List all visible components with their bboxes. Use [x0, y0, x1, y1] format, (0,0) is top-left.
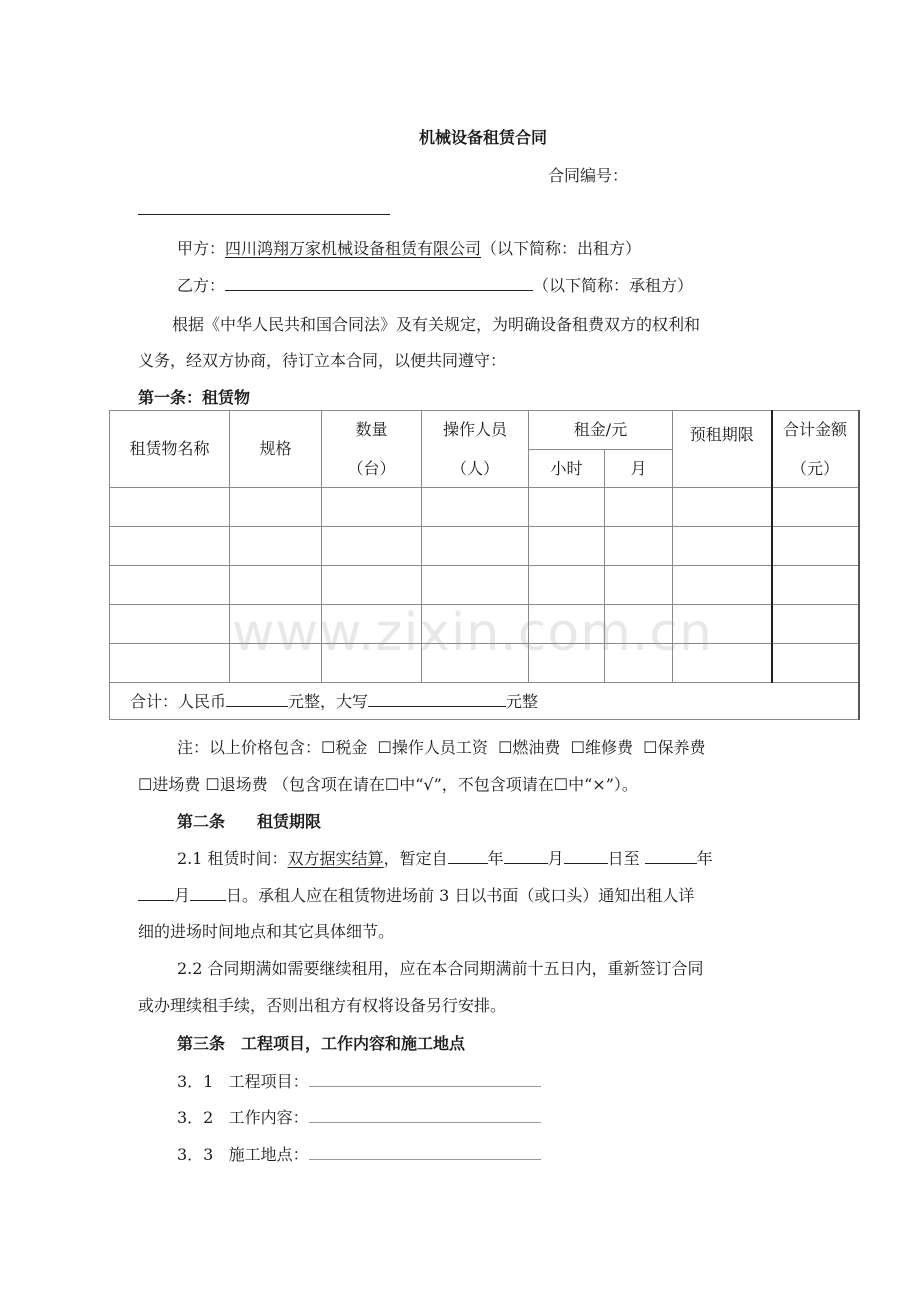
party-b-suffix: （以下简称：承租方）	[533, 276, 694, 295]
checkbox-tax[interactable]: ☐税金	[321, 738, 368, 757]
end-month-blank	[138, 884, 174, 901]
watermark: www.zixin.com.cn	[232, 603, 713, 663]
header-hour: 小时	[529, 450, 605, 488]
sum-mid: 元整，大写	[288, 692, 369, 712]
header-quantity-unit: （台）	[347, 458, 396, 478]
settlement-text: 双方据实结算	[287, 849, 384, 868]
party-b-line	[177, 273, 693, 296]
project-blank	[309, 1070, 541, 1087]
header-total-unit: （元）	[790, 458, 839, 478]
rental-time-label: 2.1 租赁时间：	[177, 849, 288, 868]
header-operator	[422, 411, 529, 488]
party-a-line	[177, 236, 641, 259]
month-label: 月	[547, 849, 564, 868]
article-2-p2-line-2: 或办理续租手续，否则出租方有权将设备另行安排。	[138, 996, 507, 1015]
checkbox-repair[interactable]: ☐维修费	[570, 738, 633, 757]
header-operator-label: 操作人员	[442, 420, 507, 440]
item-number: 3．1	[177, 1072, 214, 1091]
sum-words-blank	[368, 690, 506, 707]
article-3-item	[177, 1069, 541, 1092]
header-period: 预租期限	[673, 411, 772, 488]
contract-number-line	[138, 214, 390, 215]
party-a-name: 四川鸿翔万家机械设备租赁有限公司	[225, 239, 482, 258]
work-content-label: 工作内容：	[228, 1108, 309, 1127]
sum-cell	[110, 683, 859, 720]
party-a-label: 甲方：	[177, 239, 226, 258]
article-2-p1-line-3: 细的进场时间地点和其它具体细节。	[138, 922, 395, 941]
table-row	[110, 527, 859, 566]
tentative-text: ，暂定自	[383, 849, 448, 868]
article-3-item	[177, 1105, 541, 1128]
item-number: 3．3	[177, 1145, 214, 1164]
intro-line-1: 根据《中华人民共和国合同法》及有关规定，为明确设备租费双方的权利和	[172, 315, 701, 334]
checkbox-fuel[interactable]: ☐燃油费	[498, 738, 561, 757]
checkbox-maintenance[interactable]: ☐保养费	[643, 738, 706, 757]
day-to-label: 日至	[607, 849, 640, 868]
header-quantity	[322, 411, 422, 488]
start-year-blank	[448, 847, 488, 864]
note-prefix: 注：以上价格包含：	[177, 738, 322, 757]
header-month: 月	[605, 450, 673, 488]
table-header-row-1	[110, 411, 859, 450]
note-line-2: ☐进场费 ☐退场费 （包含项在请在☐中“√”，不包含项请在☐中“×”）。	[138, 775, 638, 794]
article-1-heading: 第一条：租赁物	[138, 388, 251, 407]
table-row	[110, 488, 859, 527]
end-month-label: 月	[174, 886, 191, 905]
project-label: 工程项目：	[228, 1072, 309, 1091]
end-day-blank	[190, 884, 226, 901]
header-operator-unit: （人）	[450, 458, 499, 478]
header-total	[772, 411, 859, 488]
header-spec: 规格	[230, 411, 322, 488]
note-line-1	[177, 735, 706, 758]
article-2-heading: 第二条 租赁期限	[177, 812, 322, 831]
header-item-name: 租赁物名称	[110, 411, 230, 488]
site-blank	[309, 1143, 541, 1160]
rental-items-table	[109, 410, 860, 720]
article-3-heading: 第三条 工程项目，工作内容和施工地点	[177, 1034, 466, 1053]
start-day-blank	[564, 847, 608, 864]
work-content-blank	[309, 1106, 541, 1123]
item-number: 3．2	[177, 1108, 214, 1127]
intro-line-2: 义务，经双方协商，待订立本合同，以便共同遵守：	[138, 351, 507, 370]
year-label: 年	[487, 849, 504, 868]
article-2-p1-line-1	[177, 846, 713, 869]
sum-prefix: 合计：人民币	[130, 692, 227, 712]
site-label: 施工地点：	[228, 1145, 309, 1164]
article-3-item	[177, 1142, 541, 1165]
table-sum-row	[110, 683, 859, 720]
sum-amount-blank	[226, 690, 288, 707]
party-a-suffix: （以下简称：出租方）	[481, 239, 642, 258]
contract-number-label: 合同编号：	[548, 166, 629, 185]
table-row	[110, 566, 859, 605]
party-b-label: 乙方：	[177, 276, 226, 295]
notice-text: 日。承租人应在租赁物进场前 3 日以书面（或口头）通知出租人详	[226, 886, 695, 905]
party-b-blank	[225, 274, 533, 291]
article-2-p2-line-1: 2.2 合同期满如需要继续租用，应在本合同期满前十五日内，重新签订合同	[177, 959, 704, 978]
checkbox-operator-wage[interactable]: ☐操作人员工资	[377, 738, 488, 757]
header-rent: 租金/元	[529, 411, 673, 450]
document-title: 机械设备租赁合同	[419, 128, 548, 147]
end-year-blank	[645, 847, 697, 864]
sum-end: 元整	[506, 692, 539, 712]
end-year-label: 年	[696, 849, 713, 868]
header-total-label: 合计金额	[782, 420, 847, 440]
article-2-p1-line-2	[138, 883, 694, 906]
header-quantity-label: 数量	[355, 420, 388, 440]
start-month-blank	[504, 847, 548, 864]
